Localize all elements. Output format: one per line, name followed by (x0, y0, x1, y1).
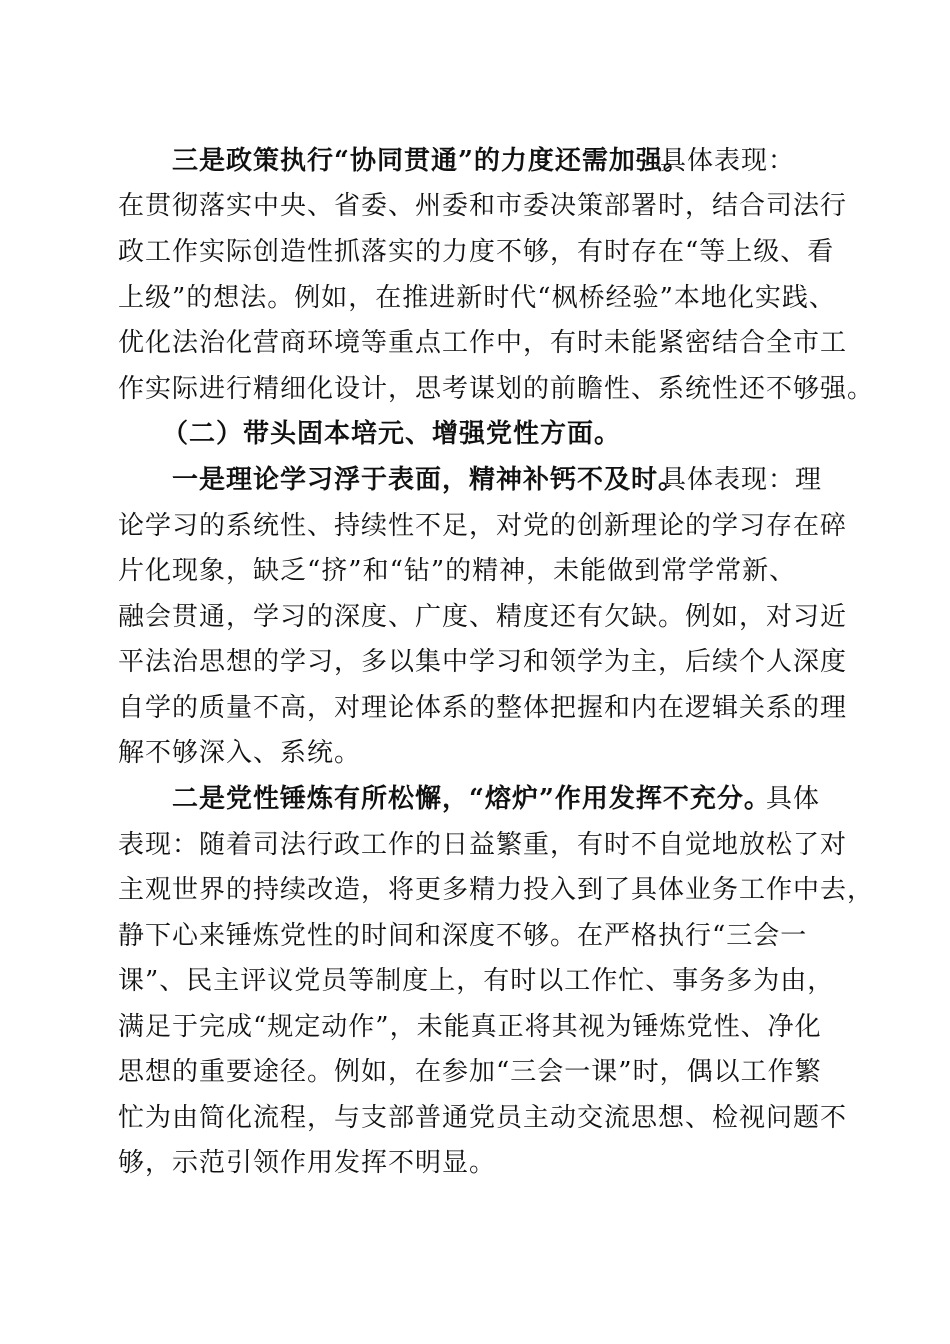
section-heading: （二）带头固本培元、增强党性方面。 (162, 419, 622, 449)
paragraph-text: 作实际进行精细化设计，思考谋划的前瞻性、系统性还不够强。 (118, 374, 875, 404)
paragraph-text: 课”、民主评议党员等制度上，有时以工作忙、事务多为由， (118, 966, 835, 996)
paragraph-line (0, 323, 950, 363)
paragraph-line (0, 141, 950, 181)
paragraph-text: 片化现象，缺乏“挤”和“钻”的精神，未能做到常学常新、 (118, 556, 797, 586)
paragraph-line (0, 551, 950, 591)
paragraph-line (0, 506, 950, 546)
paragraph-line (0, 642, 950, 682)
paragraph-text: 融会贯通，学习的深度、广度、精度还有欠缺。例如，对习近 (118, 602, 848, 632)
paragraph-text: 上级”的想法。例如，在推进新时代“枫桥经验”本地化实践、 (118, 283, 836, 313)
paragraph-text: 满足于完成“规定动作”，未能真正将其视为锤炼党性、净化 (118, 1012, 822, 1042)
paragraph-line (0, 916, 950, 956)
paragraph-line (0, 232, 950, 272)
paragraph-text: 优化法治化营商环境等重点工作中，有时未能紧密结合全市工 (118, 328, 848, 358)
paragraph-lead: 一是理论学习浮于表面，精神补钙不及时。 (172, 465, 686, 495)
paragraph-line (0, 597, 950, 637)
paragraph-text: 政工作实际创造性抓落实的力度不够，有时存在“等上级、看 (118, 237, 835, 267)
paragraph-line (0, 779, 950, 819)
paragraph-lead: 三是政策执行“协同贯通”的力度还需加强。 (172, 146, 690, 176)
paragraph-line (0, 186, 950, 226)
paragraph-line (0, 1007, 950, 1047)
paragraph-text: 表现：随着司法行政工作的日益繁重，有时不自觉地放松了对 (118, 830, 848, 860)
paragraph-text: 思想的重要途径。例如，在参加“三会一课”时，偶以工作繁 (118, 1057, 822, 1087)
paragraph-text: 自学的质量不高，对理论体系的整体把握和内在逻辑关系的理 (118, 693, 848, 723)
paragraph-text: 忙为由简化流程，与支部普通党员主动交流思想、检视问题不 (118, 1103, 848, 1133)
paragraph-line (0, 825, 950, 865)
paragraph-line (0, 870, 950, 910)
paragraph-text: 够，示范引领作用发挥不明显。 (118, 1148, 497, 1178)
paragraph-text: 主观世界的持续改造，将更多精力投入到了具体业务工作中去， (118, 875, 875, 905)
paragraph-line (0, 961, 950, 1001)
paragraph-line (0, 369, 950, 409)
paragraph-text: 平法治思想的学习，多以集中学习和领学为主，后续个人深度 (118, 647, 848, 677)
paragraph-lead: 二是党性锤炼有所松懈，“熔炉”作用发挥不充分。 (172, 784, 771, 814)
paragraph-text: 解不够深入、系统。 (118, 738, 362, 768)
paragraph-line (0, 278, 950, 318)
paragraph-text: 具体表现：理 (660, 465, 823, 495)
paragraph-line (0, 1143, 950, 1183)
paragraph-text: 静下心来锤炼党性的时间和深度不够。在严格执行“三会一 (118, 921, 808, 951)
paragraph-line (0, 688, 950, 728)
paragraph-line (0, 1052, 950, 1092)
paragraph-line (0, 733, 950, 773)
paragraph-line (0, 460, 950, 500)
section-heading-line (0, 414, 950, 454)
paragraph-text: 具体 (766, 784, 821, 814)
paragraph-line (0, 1098, 950, 1138)
paragraph-text: 具体表现： (660, 146, 796, 176)
paragraph-text: 在贯彻落实中央、省委、州委和市委决策部署时，结合司法行 (118, 191, 848, 221)
paragraph-text: 论学习的系统性、持续性不足，对党的创新理论的学习存在碎 (118, 511, 848, 541)
